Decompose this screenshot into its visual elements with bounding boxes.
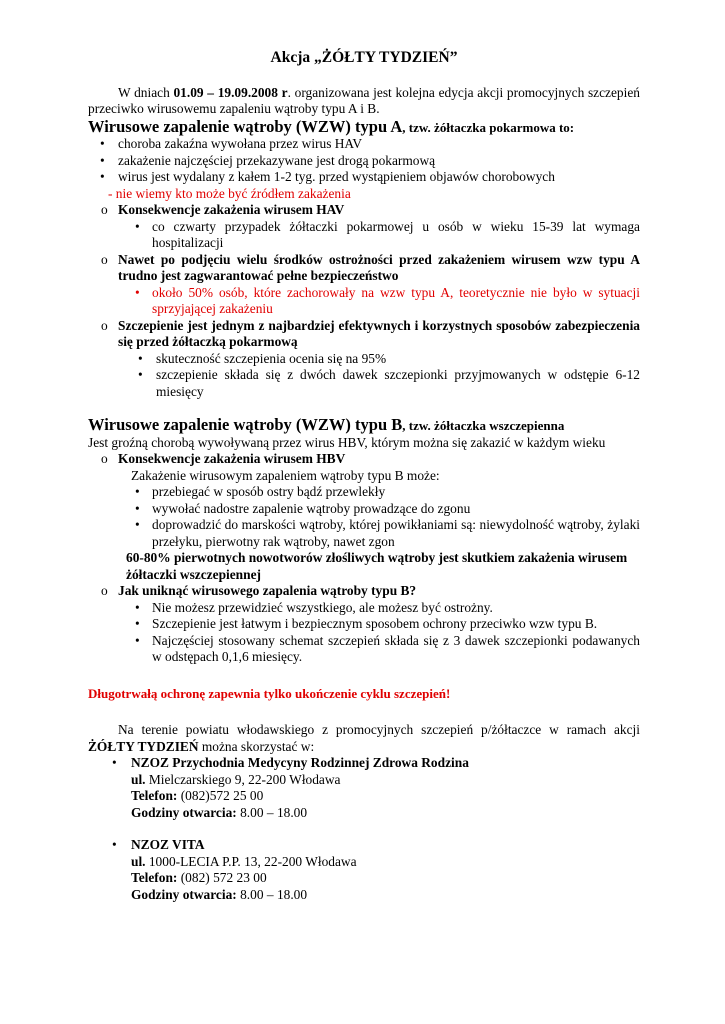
section-a-bullets <box>88 136 640 186</box>
section-b-intro: Jest groźną chorobą wywoływaną przez wirus HBV, którym można się zakazić w każdym wieku <box>88 434 606 450</box>
clinic-hours <box>131 805 640 822</box>
subsection-title: o Szczepienie jest jednym z najbardziej efektywnych i korzystnych sposobów zabezpieczenia się przed żółtaczką pokarmową <box>88 318 640 351</box>
intro-prefix: W dniach <box>118 84 174 100</box>
clinic-address <box>131 854 640 871</box>
list-item: • wirus jest wydalany z kałem 1-2 tyg. przed wystąpieniem objawów chorobowych <box>88 169 640 186</box>
section-a-subsections <box>88 202 640 400</box>
intro-dates: 01.09 – 19.09.2008 r <box>173 84 288 100</box>
emphasis-note: Długotrwałą ochronę zapewnia tylko ukończenie cyklu szczepień! <box>88 685 451 701</box>
clinic-hours <box>131 887 640 904</box>
section-a-subtitle: , tzw. żółtaczka pokarmowa to: <box>402 119 575 135</box>
hours-label: Godziny otwarcia: <box>131 804 237 820</box>
address-value: Mielczarskiego 9, 22-200 Włodawa <box>145 771 341 787</box>
list-item: • około 50% osób, które zachorowały na wzw typu A, teoretycznie nie było w sytuacji sprzyjającej zakażeniu <box>88 285 640 318</box>
subsection-title: o Konsekwencje zakażenia wirusem HAV <box>88 202 640 219</box>
list-item: • wywołać nadostre zapalenie wątroby prowadzące do zgonu <box>88 501 640 518</box>
intro-paragraph <box>88 85 640 118</box>
section-b-list <box>88 451 640 666</box>
subsection-lead: Zakażenie wirusowym zapaleniem wątroby typu B może: <box>131 467 440 483</box>
campaign-name: ŻÓŁTY TYDZIEŃ <box>88 738 199 754</box>
list-item: • choroba zakaźna wywołana przez wirus HAV <box>88 136 640 153</box>
phone-value: (082) 572 23 00 <box>177 870 267 885</box>
list-item: • doprowadzić do marskości wątroby, której powikłaniami są: niewydolność wątroby, żylaki przełyku, pierwotny rak wątroby, nawet zgon <box>88 517 640 550</box>
list-item: • skuteczność szczepienia ocenia się na 95% <box>88 351 640 368</box>
subsection-title: o Nawet po podjęciu wielu środków ostrożności przed zakażeniem wirusem wzw typu A trudno jest zagwarantować pełne bezpieczeństwo <box>88 252 640 285</box>
phone-label: Telefon: <box>131 788 178 803</box>
document-page <box>88 50 640 903</box>
clinic-phone <box>131 788 640 805</box>
section-b-title: Wirusowe zapalenie wątroby (WZW) typu B <box>88 415 403 434</box>
list-item: • co czwarty przypadek żółtaczki pokarmowej u osób w wieku 15-39 lat wymaga hospitalizacji <box>88 219 640 252</box>
subsection-title: o Jak uniknąć wirusowego zapalenia wątroby typu B? <box>88 583 640 600</box>
section-b-subtitle: , tzw. żółtaczka wszczepienna <box>402 418 565 433</box>
list-item: • zakażenie najczęściej przekazywane jest drogą pokarmową <box>88 153 640 170</box>
spacer <box>88 702 640 722</box>
section-a-note: - nie wiemy kto może być źródłem zakażenia <box>108 185 351 201</box>
clinic-phone <box>131 870 640 887</box>
spacer <box>88 400 640 416</box>
spacer <box>88 821 640 837</box>
hours-value: 8.00 – 18.00 <box>236 886 308 902</box>
hours-label: Godziny otwarcia: <box>131 886 237 902</box>
clinic-entry <box>88 837 640 903</box>
list-item: • Nie możesz przewidzieć wszystkiego, ale możesz być ostrożny. <box>88 600 640 617</box>
address-value: 1000-LECIA P.P. 13, 22-200 Włodawa <box>145 853 357 869</box>
clinic-entry <box>88 755 640 821</box>
list-item: • szczepienie składa się z dwóch dawek szczepionki przyjmowanych w odstępie 6-12 miesięcy <box>88 367 640 400</box>
clinic-address <box>131 772 640 789</box>
intro-suffix: . organizowana jest kolejna edycja akcji promocyjnych szczepień przeciwko wirusowemu zapaleniu wątroby typu A i B. <box>88 84 640 116</box>
address-label: ul. <box>131 771 146 787</box>
document-title: Akcja „ŻÓŁTY TYDZIEŃ” <box>270 49 458 66</box>
address-label: ul. <box>131 853 146 869</box>
closing-text-end: można skorzystać w: <box>198 738 315 754</box>
clinic-list <box>88 837 640 903</box>
hbv-fact: 60-80% pierwotnych nowotworów złośliwych wątroby jest skutkiem zakażenia wirusem żółtaczki wszczepiennej <box>126 550 628 582</box>
section-a-heading <box>88 116 640 137</box>
subsection-title: o Konsekwencje zakażenia wirusem HBV <box>88 451 640 468</box>
hours-value: 8.00 – 18.00 <box>236 804 308 820</box>
phone-label: Telefon: <box>131 870 178 885</box>
clinic-name: • NZOZ Przychodnia Medycyny Rodzinnej Zdrowa Rodzina <box>131 755 469 770</box>
closing-text: Na terenie powiatu włodawskiego z promocyjnych szczepień p/żółtaczce w ramach akcji <box>118 722 640 737</box>
clinic-list <box>88 755 640 821</box>
list-item: • Najczęściej stosowany schemat szczepień składa się z 3 dawek szczepionki podawanych w odstępach 0,1,6 miesięcy. <box>88 633 640 666</box>
section-b-heading <box>88 417 640 435</box>
spacer <box>88 666 640 686</box>
list-item: • Szczepienie jest łatwym i bezpiecznym sposobem ochrony przeciwko wzw typu B. <box>88 616 640 633</box>
section-a-title: Wirusowe zapalenie wątroby (WZW) typu A <box>88 116 403 136</box>
phone-value: (082)572 25 00 <box>177 788 264 803</box>
list-item: • przebiegać w sposób ostry bądź przewlekły <box>88 484 640 501</box>
closing-paragraph <box>88 722 640 755</box>
clinic-name: • NZOZ VITA <box>131 837 205 852</box>
